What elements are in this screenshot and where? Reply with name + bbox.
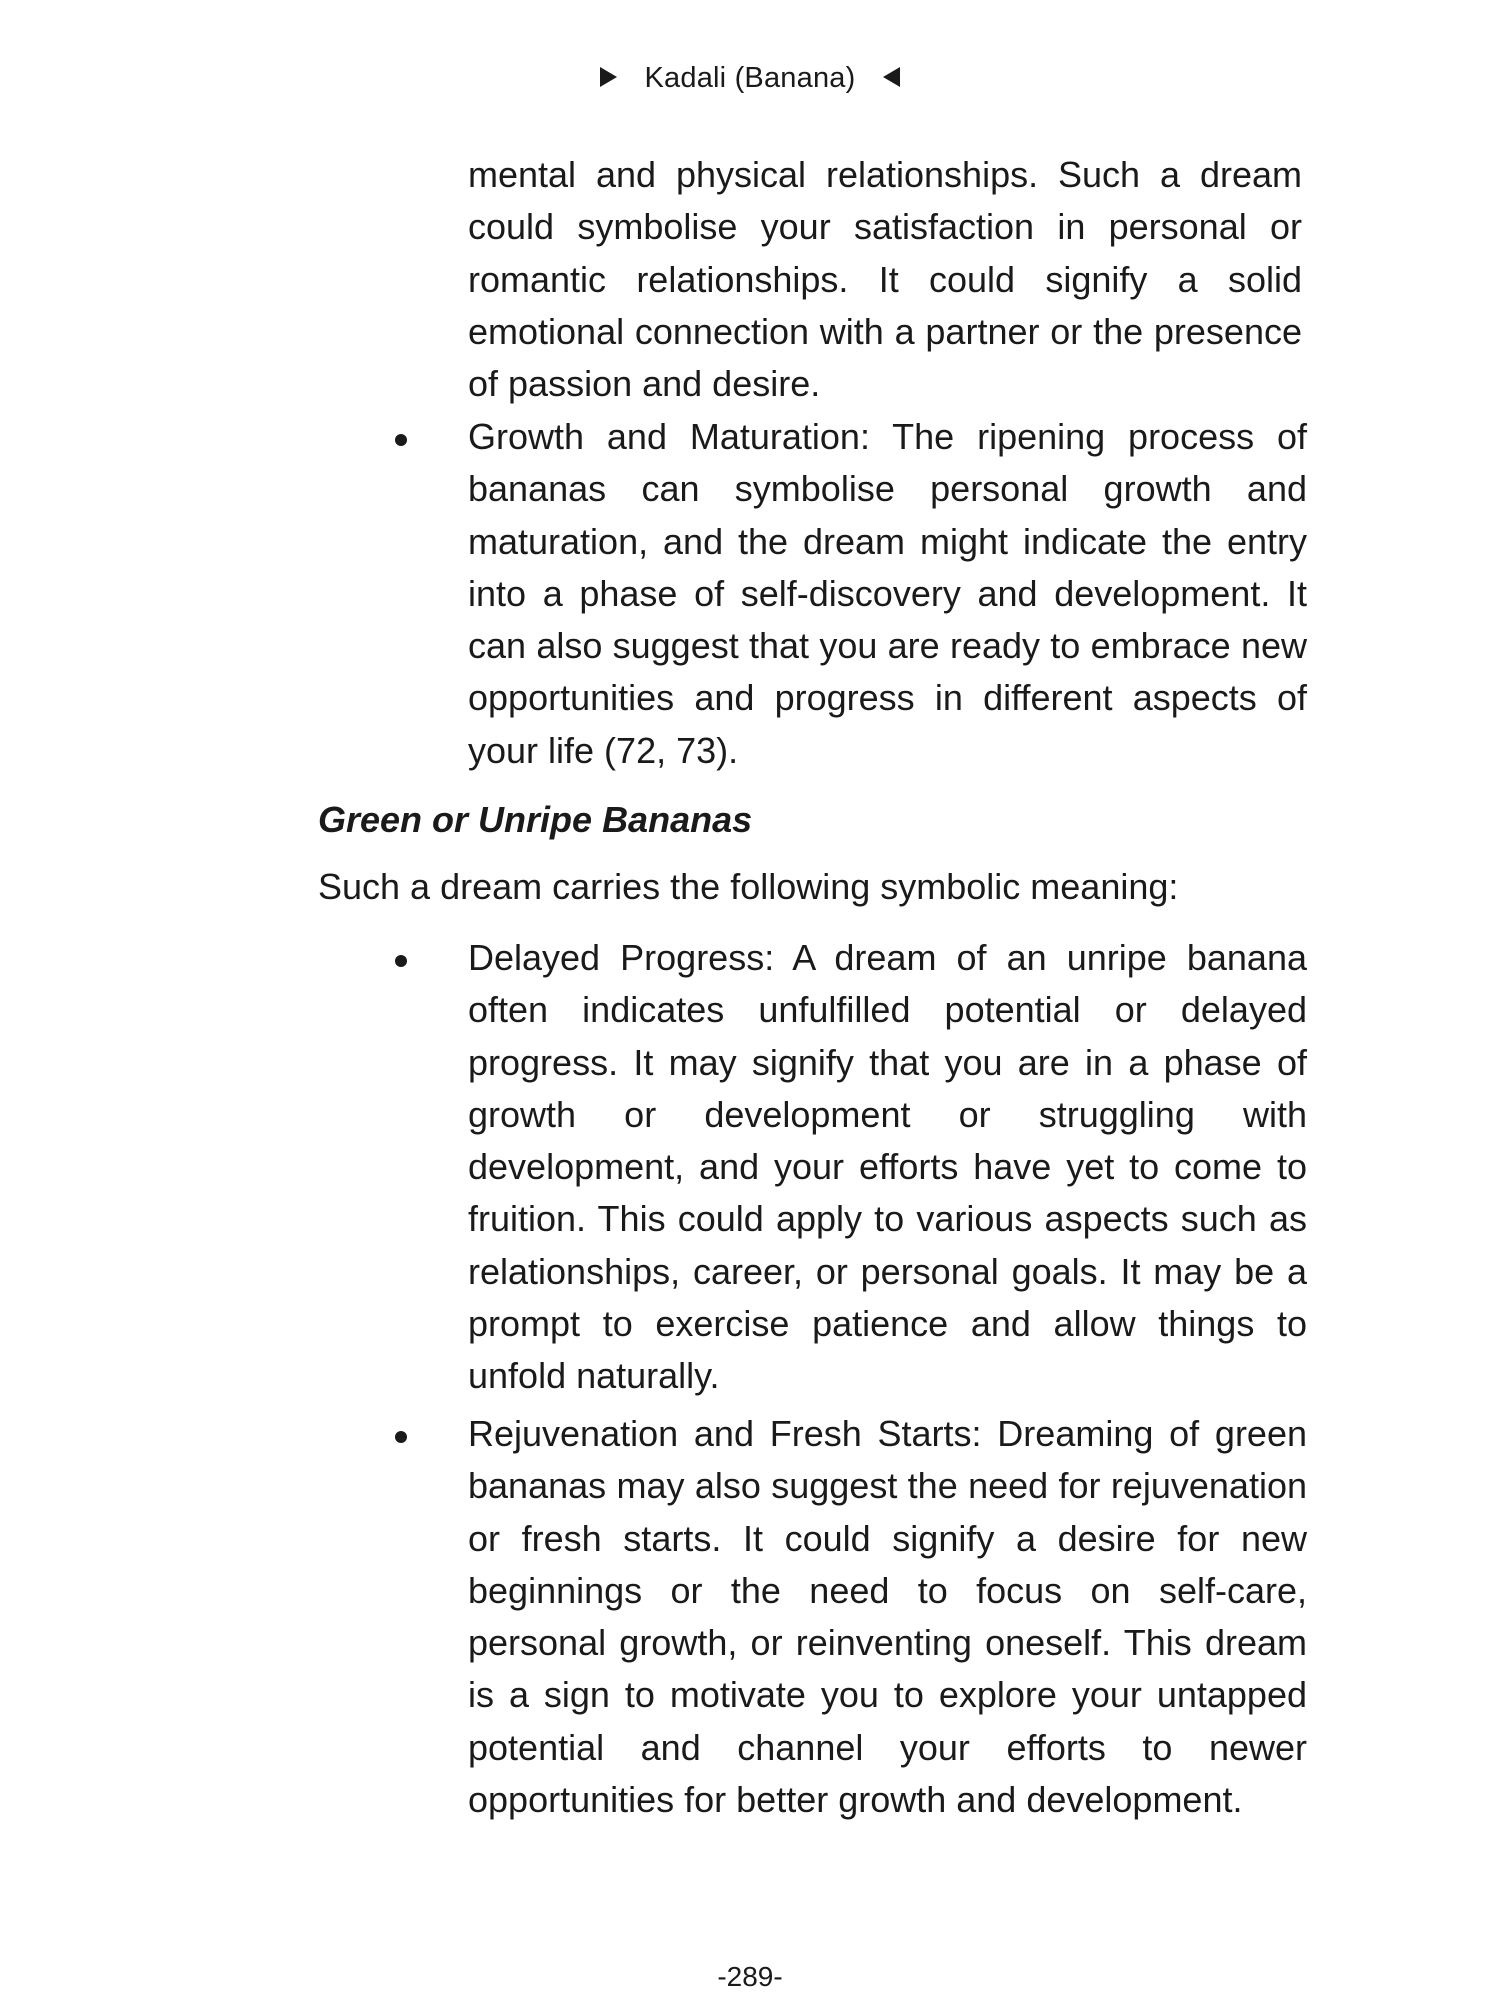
running-header xyxy=(0,58,1500,98)
list-item-text: Delayed Progress: A dream of an unripe banana often indicates unfulfilled potential or delayed progress. It may signify that you are in a phase of growth or development or struggling with development, and your efforts have yet to come to fruition. This could apply to various aspects such as relationships, career, or personal goals. It may be a prompt to exercise patience and allow things to unfold naturally. xyxy=(468,937,1307,1397)
triangle-left-icon xyxy=(883,67,900,87)
section-heading: Green or Unripe Bananas xyxy=(318,799,753,840)
list-item-text: Growth and Maturation: The ripening process of bananas can symbolise personal growth and maturation, and the dream might indicate the entry into a phase of self-discovery and development. It can also suggest that you are ready to embrace new opportunities and progress in different aspects of your life (72, 73). xyxy=(468,416,1307,771)
triangle-right-icon xyxy=(600,67,617,87)
section-intro: Such a dream carries the following symbolic meaning: xyxy=(318,866,1179,907)
running-title: Kadali (Banana) xyxy=(644,62,856,94)
bullet-icon xyxy=(395,1431,407,1443)
bullet-icon xyxy=(395,434,407,446)
list-item-text: Rejuvenation and Fresh Starts: Dreaming of green bananas may also suggest the need for rejuvenation or fresh starts. It could signify a desire for new beginnings or the need to focus on self-care, personal growth, or reinventing oneself. This dream is a sign to motivate you to explore your untapped potential and channel your efforts to newer opportunities for better growth and development. xyxy=(468,1413,1307,1821)
page-number: -289- xyxy=(717,1961,783,1992)
bullet-icon xyxy=(395,955,407,967)
continuation-paragraph: mental and physical relationships. Such a dream could symbolise your satisfaction in personal or romantic relationships. It could signify a solid emotional connection with a partner or the presence of passion and desire. xyxy=(468,154,1302,405)
